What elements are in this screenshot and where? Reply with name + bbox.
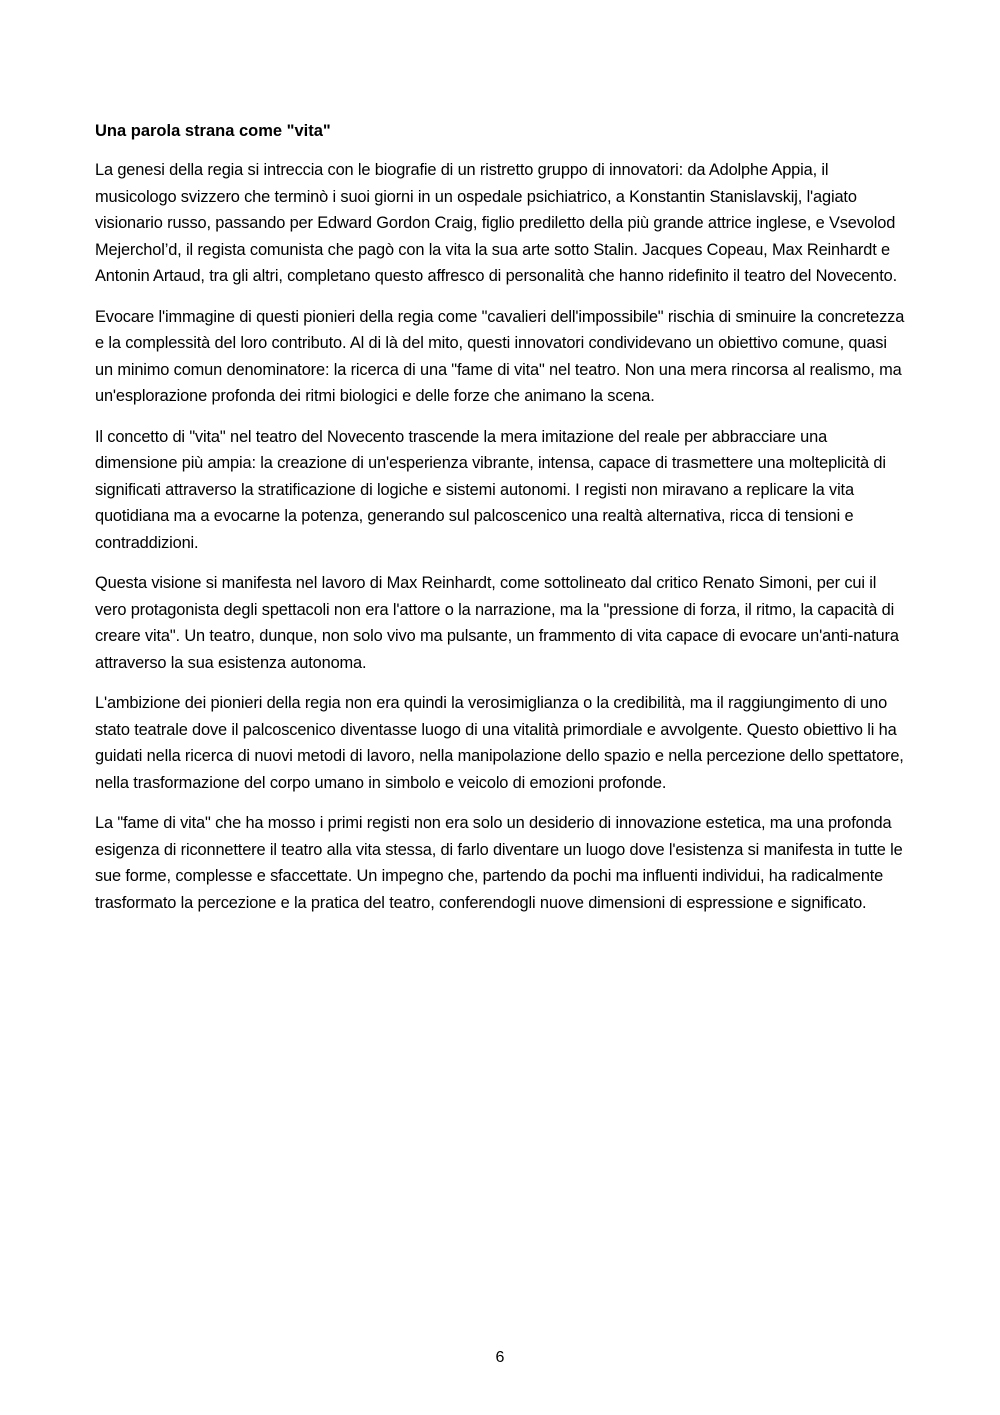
document-page (95, 118, 907, 930)
page-number: 6 (495, 1349, 505, 1366)
paragraph-5: L'ambizione dei pionieri della regia non era quindi la verosimiglianza o la credibilità, ma il raggiungimento di uno stato teatrale dove il palcoscenico diventasse luogo di una vitalità primordiale e avvolgente. Questo obiettivo li ha guidati nella ricerca di nuovi metodi di lavoro, nella manipolazione dello spazio e nella percezione dello spettatore, nella trasformazione del corpo umano in simbolo e veicolo di emozioni profonde. (95, 694, 904, 792)
paragraph-1: La genesi della regia si intreccia con le biografie di un ristretto gruppo di innovatori: da Adolphe Appia, il musicologo svizzero che terminò i suoi giorni in un ospedale psichiatrico, a Konstantin Stanislavskij, l'agiato visionario russo, passando per Edward Gordon Craig, figlio prediletto della più grande attrice inglese, e Vsevolod Mejerchol’d, il regista comunista che pagò con la vita la sua arte sotto Stalin. Jacques Copeau, Max Reinhardt e Antonin Artaud, tra gli altri, completano questo affresco di personalità che hanno ridefinito il teatro del Novecento. (95, 161, 898, 285)
paragraph-2: Evocare l'immagine di questi pionieri della regia come "cavalieri dell'impossibile" rischia di sminuire la concretezza e la complessità del loro contributo. Al di là del mito, questi innovatori condividevano un obiettivo comune, quasi un minimo comun denominatore: la ricerca di una "fame di vita" nel teatro. Non una mera rincorsa al realismo, ma un'esplorazione profonda dei ritmi biologici e delle forze che animano la scena. (95, 307, 905, 405)
paragraph-4: Questa visione si manifesta nel lavoro di Max Reinhardt, come sottolineato dal critico Renato Simoni, per cui il vero protagonista degli spettacoli non era l'attore o la narrazione, ma la "pressione di forza, il ritmo, la capacità di creare vita". Un teatro, dunque, non solo vivo ma pulsante, un frammento di vita capace di evocare un'anti-natura attraverso la sua esistenza autonoma. (95, 574, 899, 672)
section-title: Una parola strana come "vita" (95, 122, 331, 140)
paragraph-6: La "fame di vita" che ha mosso i primi registi non era solo un desiderio di innovazione estetica, ma una profonda esigenza di riconnettere il teatro alla vita stessa, di farlo diventare un luogo dove l'esistenza si manifesta in tutte le sue forme, complesse e sfaccettate. Un impegno che, partendo da pochi ma influenti individui, ha radicalmente trasformato la percezione e la pratica del teatro, conferendogli nuove dimensioni di espressione e significato. (95, 814, 903, 912)
paragraph-3: Il concetto di "vita" nel teatro del Novecento trascende la mera imitazione del reale per abbracciare una dimensione più ampia: la creazione di un'esperienza vibrante, intensa, capace di trasmettere una molteplicità di significati attraverso la stratificazione di logiche e sistemi autonomi. I registi non miravano a replicare la vita quotidiana ma a evocarne la potenza, generando sul palcoscenico una realtà alternativa, ricca di tensioni e contraddizioni. (95, 427, 886, 552)
